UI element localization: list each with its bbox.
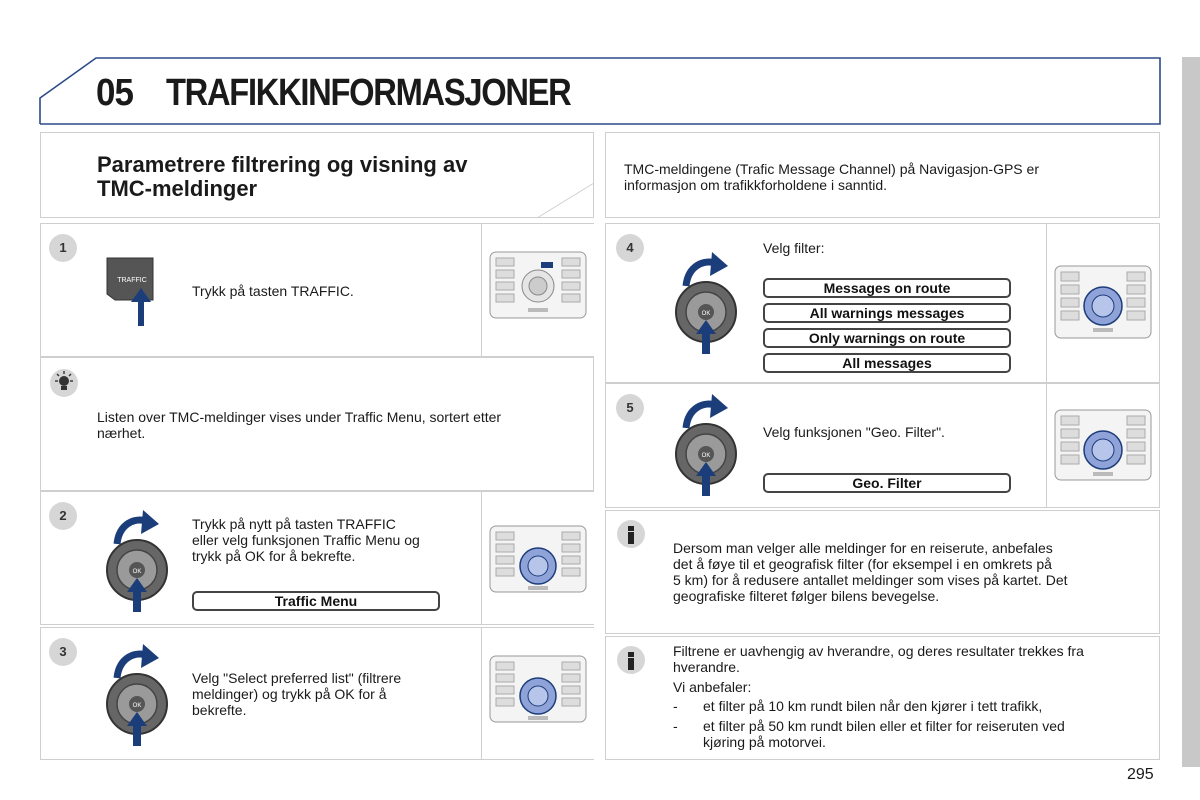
info-text-line: hverandre. — [673, 659, 740, 675]
intro-description-line: TMC-meldingene (Trafic Message Channel) på Navigasjon-GPS er — [624, 161, 1039, 177]
step-badge-4: 4 — [616, 234, 644, 262]
list-item-line: et filter på 50 km rundt bilen eller et filter for reiseruten ved — [703, 718, 1065, 734]
step-3-text-line: Velg "Select preferred list" (filtrere — [192, 670, 402, 686]
radio-panel-icon — [1047, 384, 1160, 507]
step-2-text-line: Trykk på nytt på tasten TRAFFIC — [192, 516, 396, 532]
section-title-line: TMC-meldinger — [97, 176, 258, 201]
rotary-knob-icon — [101, 506, 171, 616]
radio-panel-icon — [482, 492, 595, 624]
radio-panel-icon — [482, 224, 595, 356]
intro-description-panel — [605, 132, 1160, 218]
info-text-line: geografiske filteret følger bilens bevegelse. — [673, 588, 940, 604]
filter-option-all-messages[interactable]: All messages — [763, 353, 1011, 373]
step-2-text — [192, 516, 420, 564]
radio-panel-thumbnail — [1046, 384, 1159, 507]
info-text-line: det å føye til et geografisk filter (for eksempel i en omkrets på — [673, 556, 1052, 572]
radio-panel-thumbnail — [481, 224, 594, 356]
svg-text:OK: OK — [701, 311, 711, 317]
radio-panel-thumbnail — [481, 492, 594, 624]
step-4-panel — [605, 223, 1160, 383]
step-2-text-line: trykk på OK for å bekrefte. — [192, 548, 356, 564]
step-3-panel — [40, 627, 594, 760]
svg-text:OK: OK — [132, 703, 142, 709]
chapter-title: TRAFIKKINFORMASJONER — [166, 72, 571, 114]
traffic-menu-button[interactable]: Traffic Menu — [192, 591, 440, 611]
intro-description — [624, 161, 1039, 193]
filter-option-only-warnings-on-route[interactable]: Only warnings on route — [763, 328, 1011, 348]
list-item-line: kjøring på motorvei. — [703, 734, 826, 750]
page-number: 295 — [1127, 766, 1154, 783]
filter-option-all-warnings[interactable]: All warnings messages — [763, 303, 1011, 323]
info-icon — [616, 519, 646, 549]
radio-panel-icon — [1047, 224, 1160, 382]
list-item-line: et filter på 10 km rundt bilen når den kjører i tett trafikk, — [703, 698, 1043, 714]
info-recommendations-text — [673, 643, 1084, 695]
lightbulb-icon — [49, 368, 79, 398]
radio-panel-thumbnail — [1046, 224, 1159, 382]
list-item — [673, 718, 1065, 750]
radio-panel-icon — [482, 628, 595, 759]
step-5-text: Velg funksjonen "Geo. Filter". — [763, 424, 945, 440]
step-5-panel — [605, 383, 1160, 508]
step-badge-1: 1 — [49, 234, 77, 262]
recommendation-list — [673, 694, 1065, 750]
info-panel-recommendations — [605, 636, 1160, 760]
step-badge-2: 2 — [49, 502, 77, 530]
step-4-text: Velg filter: — [763, 240, 825, 256]
tip-text-line: nærhet. — [97, 425, 146, 441]
filter-option-messages-on-route[interactable]: Messages on route — [763, 278, 1011, 298]
info-panel-geo-filter — [605, 510, 1160, 634]
section-title-panel — [40, 132, 594, 218]
svg-text:OK: OK — [132, 569, 142, 575]
step-badge-5: 5 — [616, 394, 644, 422]
info-text-line: 5 km) for å redusere antallet meldinger som vises på kartet. Det — [673, 572, 1068, 588]
rotary-knob-icon — [101, 640, 171, 750]
svg-text:OK: OK — [701, 453, 711, 459]
info-icon — [616, 645, 646, 675]
step-2-text-line: eller velg funksjonen Traffic Menu og — [192, 532, 420, 548]
rotary-knob-icon — [670, 390, 740, 500]
step-3-text-line: meldinger) og trykk på OK for å — [192, 686, 387, 702]
step-2-panel — [40, 491, 594, 625]
section-title-line: Parametrere filtrering og visning av — [97, 152, 468, 177]
info-geo-filter-text — [673, 540, 1068, 604]
traffic-key-label: TRAFFIC — [117, 277, 147, 284]
chapter-number: 05 — [96, 72, 134, 114]
corner-fold — [41, 133, 595, 219]
intro-description-line: informasjon om trafikkforholdene i sanntid. — [624, 177, 888, 193]
radio-panel-thumbnail — [481, 628, 594, 759]
tip-text-line: Listen over TMC-meldinger vises under Traffic Menu, sortert etter — [97, 409, 502, 425]
list-dash: - — [673, 718, 678, 734]
traffic-key-icon — [101, 254, 171, 334]
info-text-line: Vi anbefaler: — [673, 679, 752, 695]
list-dash: - — [673, 698, 678, 714]
side-chapter-tab — [1182, 57, 1200, 767]
step-1-panel — [40, 223, 594, 357]
geo-filter-button[interactable]: Geo. Filter — [763, 473, 1011, 493]
step-1-text: Trykk på tasten TRAFFIC. — [192, 283, 354, 299]
rotary-knob-icon — [670, 248, 740, 358]
info-text-line: Filtrene er uavhengig av hverandre, og deres resultater trekkes fra — [673, 643, 1084, 659]
step-badge-3: 3 — [49, 638, 77, 666]
tip-panel — [40, 357, 594, 491]
step-3-text — [192, 670, 401, 718]
list-item — [673, 698, 1065, 714]
step-3-text-line: bekrefte. — [192, 702, 247, 718]
tip-text — [97, 409, 501, 441]
info-text-line: Dersom man velger alle meldinger for en reiserute, anbefales — [673, 540, 1053, 556]
